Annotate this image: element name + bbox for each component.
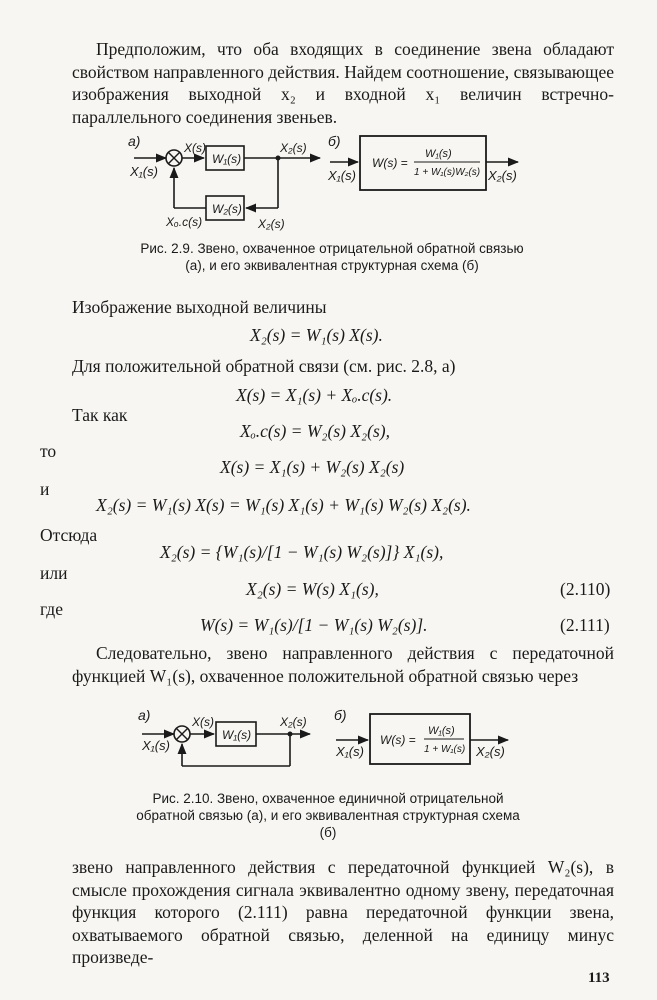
or-text: или — [40, 563, 68, 583]
fig29-x1-label: X₁(s) — [130, 164, 158, 179]
output-label-text: Изображение выходной величины — [72, 297, 327, 317]
fig210-x2-label: X₂(s) — [280, 715, 307, 729]
fig29-xoc-label: Xₒ.с(s) — [166, 215, 203, 229]
equation-8-number: (2.111) — [560, 615, 610, 635]
fig29-x2-label: X₂(s) — [280, 141, 307, 155]
positive-feedback-text: Для положительной обратной связи (см. рис. 2.8, а) — [72, 356, 456, 376]
fig29-x-label: X(s) — [184, 141, 206, 155]
fig210-eq-w-label: W(s) = — [380, 733, 416, 747]
fig210-eq-x1-label: X₁(s) — [336, 744, 364, 759]
fig210-eq-denominator: 1 + W₁(s) — [424, 744, 466, 755]
since-text: Так как — [72, 405, 128, 425]
equation-7-number: (2.110) — [560, 579, 611, 599]
fig29-eq-numerator: W₁(s) — [425, 148, 452, 160]
fig210-eq-numerator: W₁(s) — [428, 725, 455, 737]
equation-3: Xₒ.с(s) = W₂(s) X₂(s), — [240, 421, 390, 441]
figure-2-9 — [120, 128, 540, 234]
final-paragraph: звено направленного действия с передаточной функцией W₂(s), в смысле прохождения сигнала эквивалентно одному звену, передаточная функция которого (2.111) равна передаточной функции звена, охватываемого обратной связью, деленной на единицу минус произведе- — [72, 857, 614, 967]
equation-5: X₂(s) = W₁(s) X(s) = W₁(s) X₁(s) + W₁(s) W₂(s) X₂(s). — [96, 495, 471, 515]
equation-1: X₂(s) = W₁(s) X(s). — [250, 325, 383, 345]
fig29-caption: Рис. 2.9. Звено, охваченное отрицательной обратной связью (а), и его эквивалентная структурная схема (б) — [140, 241, 524, 273]
fig29-w2-label: W₂(s) — [212, 202, 242, 216]
equation-7: X₂(s) = W(s) X₁(s), — [246, 579, 379, 599]
fig210-x-label: X(s) — [192, 715, 214, 729]
page-number: 113 — [588, 970, 610, 986]
and-text: и — [40, 479, 50, 499]
fig210-x1-label: X₁(s) — [142, 738, 170, 753]
fig29-eq-w-label: W(s) = — [372, 156, 408, 170]
then-text: то — [40, 441, 57, 461]
conclusion-paragraph: Следовательно, звено направленного действия с передаточной функцией W₁(s), охваченное положительной обратной связью через — [72, 643, 614, 686]
hence-text: Отсюда — [40, 525, 98, 545]
figure-2-10 — [130, 700, 530, 780]
equation-4: X(s) = X₁(s) + W₂(s) X₂(s) — [220, 457, 405, 477]
fig29-eq-denominator: 1 + W₁(s)W₂(s) — [414, 167, 481, 178]
fig210-w1-label: W₁(s) — [222, 728, 252, 742]
equation-6: X₂(s) = {W₁(s)/[1 − W₁(s) W₂(s)]} X₁(s), — [160, 542, 444, 562]
fig29-eq-x2-label: X₂(s) — [488, 168, 517, 183]
fig29-x2-feedback-label: X₂(s) — [258, 217, 285, 231]
fig29-label-b: б) — [328, 133, 341, 149]
intro-paragraph: Предположим, что оба входящих в соединение звена обладают свойством направленного действия. Найдем соотношение, связывающее изображения выходной x₂ и входной x₁ величин встречно-параллельного соединения звеньев. — [72, 39, 614, 127]
fig29-w1-label: W₁(s) — [212, 152, 242, 166]
fig29-eq-x1-label: X₁(s) — [328, 168, 356, 183]
fig210-eq-x2-label: X₂(s) — [476, 744, 505, 759]
equation-8: W(s) = W₁(s)/[1 − W₁(s) W₂(s)]. — [200, 615, 428, 635]
equation-2: X(s) = X₁(s) + Xₒ.с(s). — [236, 385, 393, 405]
fig210-caption: Рис. 2.10. Звено, охваченное единичной отрицательной обратной связью (а), и его эквивалентная структурная схема (б) — [136, 791, 520, 840]
where-text: где — [40, 599, 63, 619]
fig29-label-a: а) — [128, 133, 141, 149]
fig210-label-b: б) — [334, 707, 347, 723]
fig210-label-a: а) — [138, 707, 151, 723]
